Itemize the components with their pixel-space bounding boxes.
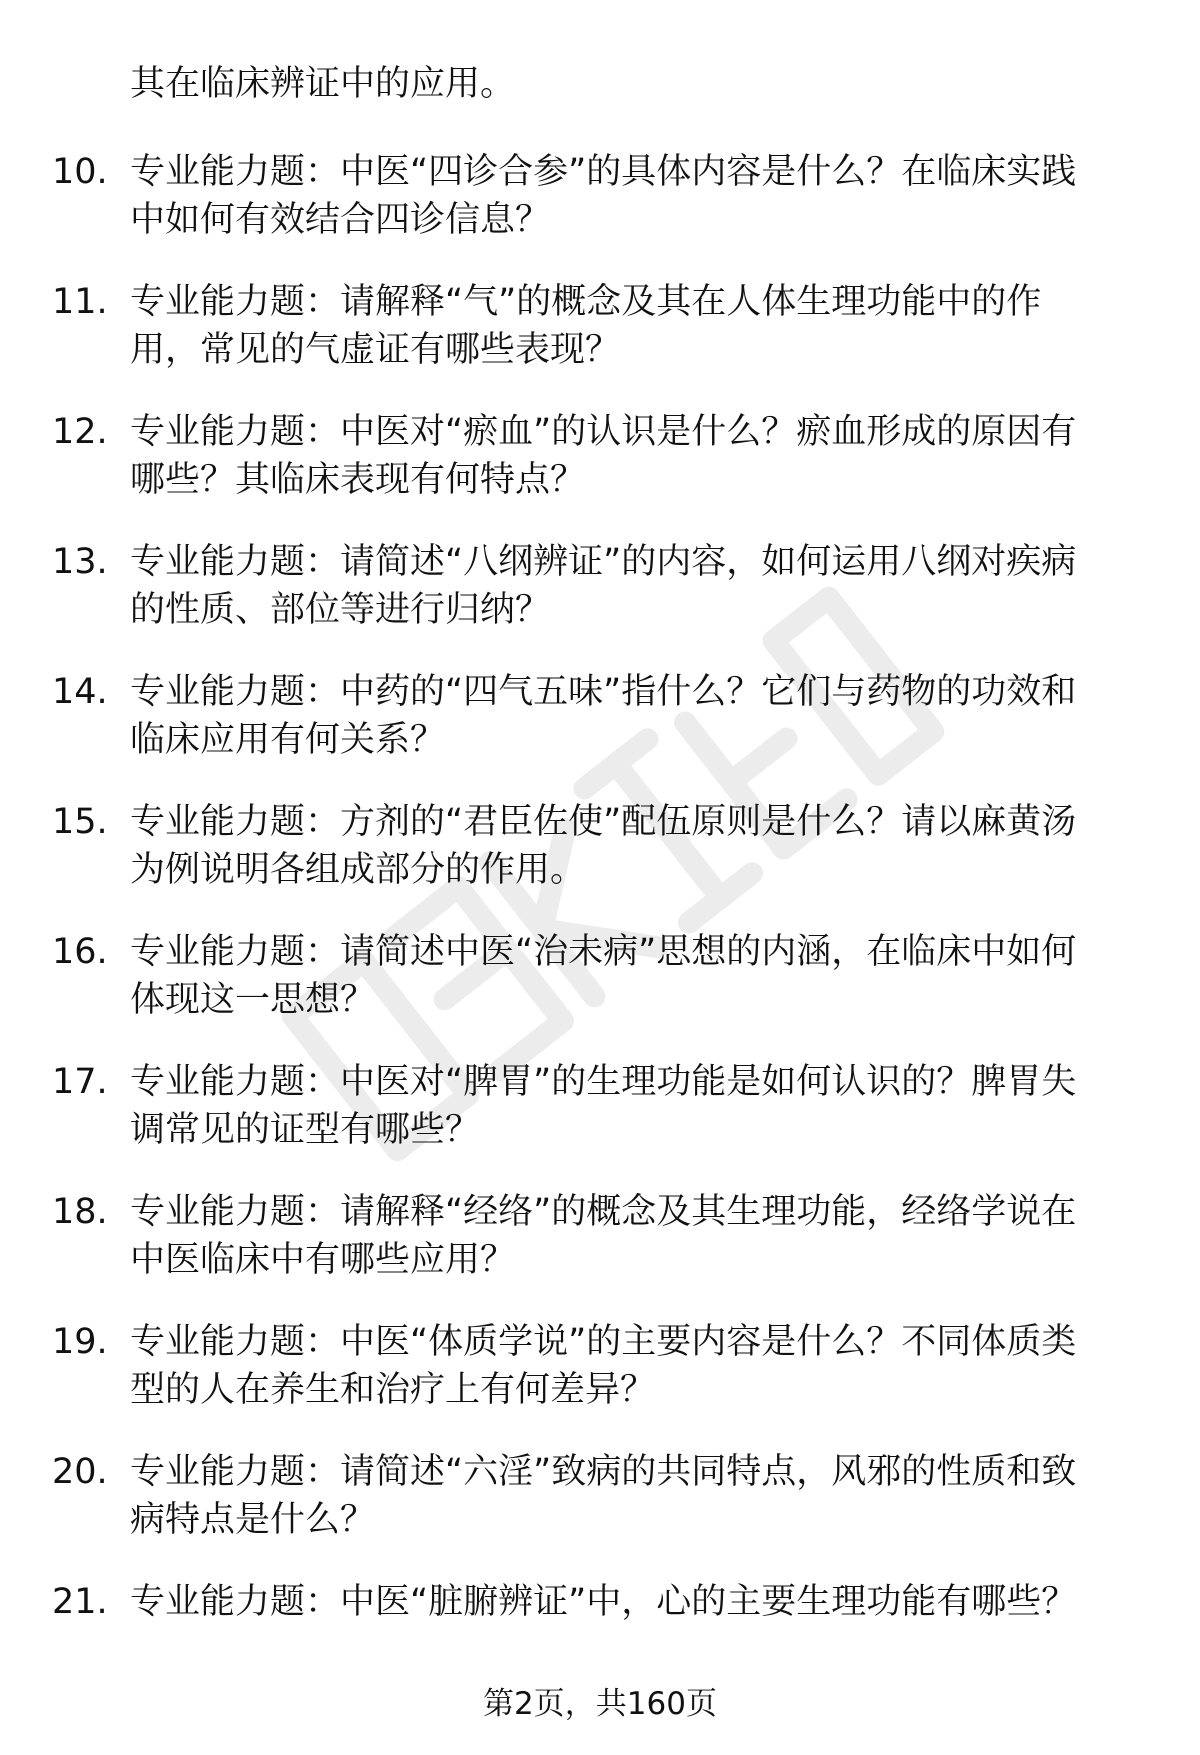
- continuation-text: 其在临床辨证中的应用。: [130, 64, 516, 104]
- question-line: 为例说明各组成部分的作用。: [130, 850, 586, 890]
- question-text: [130, 798, 1140, 894]
- question-number: 15.: [52, 802, 108, 842]
- question-line: 的性质、部位等进行归纳？: [130, 590, 551, 630]
- question-number: 13.: [52, 542, 108, 582]
- question-line: 中医临床中有哪些应用？: [130, 1240, 516, 1280]
- question-line: 专业能力题：中医“四诊合参”的具体内容是什么？在临床实践: [130, 152, 1077, 192]
- question-line: 中如何有效结合四诊信息？: [130, 200, 551, 240]
- question-line: 体现这一思想？: [130, 980, 376, 1020]
- question-text: [130, 928, 1140, 1024]
- question-number: 16.: [52, 932, 108, 972]
- question-number: 20.: [52, 1452, 108, 1492]
- question-line: 专业能力题：中药的“四气五味”指什么？它们与药物的功效和: [130, 672, 1077, 712]
- question-line: 专业能力题：中医“体质学说”的主要内容是什么？不同体质类: [130, 1322, 1077, 1362]
- question-text: [130, 278, 1140, 374]
- question-line: 专业能力题：中医“脏腑辨证”中，心的主要生理功能有哪些？: [130, 1582, 1077, 1622]
- question-line: 型的人在养生和治疗上有何差异？: [130, 1370, 656, 1410]
- question-line: 调常见的证型有哪些？: [130, 1110, 481, 1150]
- question-number: 14.: [52, 672, 108, 712]
- question-line: 专业能力题：请解释“经络”的概念及其生理功能，经络学说在: [130, 1192, 1077, 1232]
- question-line: 临床应用有何关系？: [130, 720, 446, 760]
- question-text: [130, 1448, 1140, 1544]
- question-text: [130, 538, 1140, 634]
- question-text: [130, 1188, 1140, 1284]
- question-line: 专业能力题：请简述“八纲辨证”的内容，如何运用八纲对疾病: [130, 542, 1077, 582]
- question-line: 专业能力题：方剂的“君臣佐使”配伍原则是什么？请以麻黄汤: [130, 802, 1077, 842]
- question-line: 用，常见的气虚证有哪些表现？: [130, 330, 621, 370]
- question-number: 10.: [52, 152, 108, 192]
- question-line: 专业能力题：中医对“脾胃”的生理功能是如何认识的？脾胃失: [130, 1062, 1077, 1102]
- question-line: 专业能力题：请简述中医“治未病”思想的内涵，在临床中如何: [130, 932, 1077, 972]
- question-line: 专业能力题：中医对“瘀血”的认识是什么？瘀血形成的原因有: [130, 412, 1077, 452]
- question-text: [130, 1318, 1140, 1414]
- question-number: 12.: [52, 412, 108, 452]
- question-text: [130, 408, 1140, 504]
- question-line: 专业能力题：请解释“气”的概念及其在人体生理功能中的作: [130, 282, 1042, 322]
- question-text: [130, 1058, 1140, 1154]
- question-number: 19.: [52, 1322, 108, 1362]
- question-text: [130, 668, 1140, 764]
- question-line: 专业能力题：请简述“六淫”致病的共同特点，风邪的性质和致: [130, 1452, 1077, 1492]
- question-number: 21.: [52, 1582, 108, 1622]
- question-line: 病特点是什么？: [130, 1500, 376, 1540]
- page-footer: 第2页，共160页: [483, 1686, 717, 1722]
- question-number: 11.: [52, 282, 108, 322]
- question-text: [130, 148, 1140, 244]
- question-number: 17.: [52, 1062, 108, 1102]
- question-text: [130, 1578, 1140, 1626]
- question-number: 18.: [52, 1192, 108, 1232]
- question-line: 哪些？其临床表现有何特点？: [130, 460, 586, 500]
